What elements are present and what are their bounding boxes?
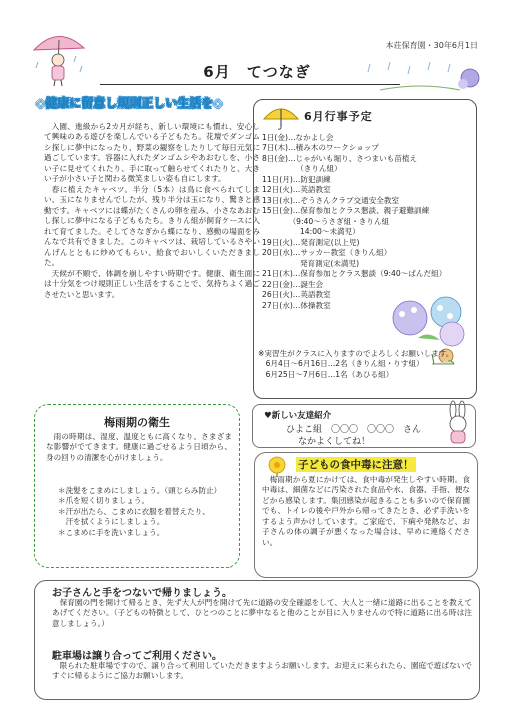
parking-text <box>52 661 472 682</box>
newsletter-title: 6月 てつなぎ <box>203 63 311 81</box>
event-item: 22日(金)…誕生会 <box>262 279 324 289</box>
hold-hands-text <box>52 598 472 629</box>
event-item: 11日(月)…防犯訓練 <box>262 174 331 184</box>
event-item: 27日(水)…体操教室 <box>262 300 331 310</box>
hygiene-tip: ＊洗髪をこまめにしましょう。（頭じらみ防止） <box>58 486 222 495</box>
title-divider <box>100 84 400 85</box>
event-item: 20日(水)…サッカー教室（きりん組） <box>262 248 392 258</box>
intro-article <box>44 122 260 300</box>
food-poisoning-body <box>262 475 470 548</box>
note-line: 6月4日～6月16日…2名（きりん組・りす組） <box>258 359 424 369</box>
new-friends-title: ♥新しい友達紹介 <box>264 411 332 421</box>
girl-with-umbrella-illustration <box>28 26 96 92</box>
issuer-and-date: 本荘保育園・30年6月1日 <box>385 41 478 50</box>
events-list <box>262 133 474 311</box>
event-item: 1日(金)…なかよし会 <box>262 133 334 142</box>
event-item: 12日(火)…英語教室 <box>262 185 331 195</box>
event-item: 19日(火)…発育測定(以上児) <box>262 237 360 247</box>
note-line: 6月25日～7月6日…1名（あひる組） <box>258 369 394 379</box>
food-poisoning-paragraph: 梅雨期から夏にかけては、食中毒が発生しやすい時期。食中毒は、細菌などに汚染された食品や水、食器、手指、便などから感染します。集団感染が起きることも多いので保育園でも、トイレの後や戸外から帰ってきたとき、必ず手洗いをするよう声かけしています。ご家庭で、下痢や発熱など、お子さんの体の調子が悪くなった場合は、早めに連絡ください。 <box>262 475 470 547</box>
event-item: 13日(水)…ぞうさんクラブ交通安全教室 <box>262 195 400 205</box>
event-item: 14:00～未満児） <box>262 227 360 237</box>
event-item: 26日(火)…英語教室 <box>262 290 331 300</box>
parking-paragraph: 限られた駐車場ですので、譲り合って利用していただきますようお願いします。お迎えに来られたら、園庭で遊ばないですぐに帰るようにご協力お願いします。 <box>52 661 472 681</box>
event-item: （きりん組） <box>262 164 342 174</box>
event-item: 8日(金)…じゃがいも堀り、さつまいも苗植え <box>262 153 418 163</box>
hygiene-tip: ＊汗が出たら、こまめに衣服を着替えたり、 <box>58 506 210 516</box>
event-item: 15日(金)…保育参加とクラス懇談、親子避難訓練 <box>262 206 430 216</box>
hygiene-tip: 汗を拭くようにしましょう。 <box>58 517 165 527</box>
parking-heading: 駐車場は譲り合ってご利用ください。 <box>52 651 222 662</box>
event-item: （9:40～うさぎ組・きりん組 <box>262 216 390 226</box>
intro-paragraph: 天候が不順で、体調を崩しやすい時期です。健康、衛生面には十分気をつけ規則正しい生活をすることで、気持ちよく過ごさせたいと思います。 <box>44 268 260 299</box>
hold-hands-paragraph: 保育園の門を開けて帰るとき、先ず大人が門を開けて先に道路の安全確認をして、大人と一緒に道路に出ることを教えてあげてください。（子どもの特徴として、ひとつのことに夢中なると他のことが目に入りませんので特に道路に出る時は注意しましょう。） <box>52 598 472 628</box>
intro-paragraph: 春に植えたキャベツ。半分（5本）は鳥に食べられてしまい、玉になりませんでしたが、残り半分は玉になり、驚きと感動です。キャベツには蝶がたくさんの卵を産み、小さなあおむし探しに夢中になる子どももたち。きりん組が飼育ケースに入れて育てました。そしてさなぎから蝶になり、感動の場面をみんなで共有できました。このキャベツは、栽培しているさやいんげんとともに炒めてもらい、給食でおいしくいただきました。 <box>44 184 260 268</box>
hold-hands-heading: お子さんと手をつないで帰りましょう。 <box>52 588 232 599</box>
new-friend-name: ひよこ組 〇〇〇 〇〇〇 さん <box>286 425 422 435</box>
rainy-season-body <box>46 432 232 463</box>
rainy-season-title: 梅雨期の衛生 <box>104 416 170 429</box>
hygiene-tip: ＊こまめに手を洗いましょう。 <box>58 527 165 537</box>
hygiene-tip: ＊爪を短く切りましょう。 <box>58 496 150 506</box>
note-line: ※実習生がクラスに入りますのでよろしくお願いします。 <box>258 349 454 358</box>
rainy-season-paragraph: 雨の時期は、湿度、温度ともに高くなり、さまざまな影響がでてきます。健康に過ごせるよう日頃から、身の回りの清潔を心がけましょう。 <box>46 432 232 462</box>
main-heading: ◇健康に留意し規則正しい生活を◇ <box>36 96 223 110</box>
trainee-note <box>258 349 478 380</box>
event-item: 発育測定(未満児) <box>262 258 360 268</box>
event-item: 7日(木)…積み木のワークショップ <box>262 143 379 153</box>
events-title: 6月行事予定 <box>304 110 373 123</box>
intro-paragraph: 入園、進級から2カ月が経ち、新しい環境にも慣れ、安心して興味のある遊びを楽しんでいる子どもたち。花壇でダンゴムシ探しに夢中になったり、野菜の観察をしたりして毎日元気に過ごしています。容器に入れたダンゴムシやあおむしを、小さい子に見せてくれたり、手に取って触らせてくれたりと、大きい子が小さい子と関わる微笑ましい姿も自にします。 <box>44 122 260 184</box>
food-poisoning-title: 子どもの食中毒に注意！ <box>298 459 414 471</box>
hygiene-tips-list <box>58 486 234 538</box>
new-friend-message: なかよくしてね！ <box>298 437 371 447</box>
event-item: 21日(木)…保育参加とクラス懇談（9:40～ぱんだ組） <box>262 269 447 279</box>
